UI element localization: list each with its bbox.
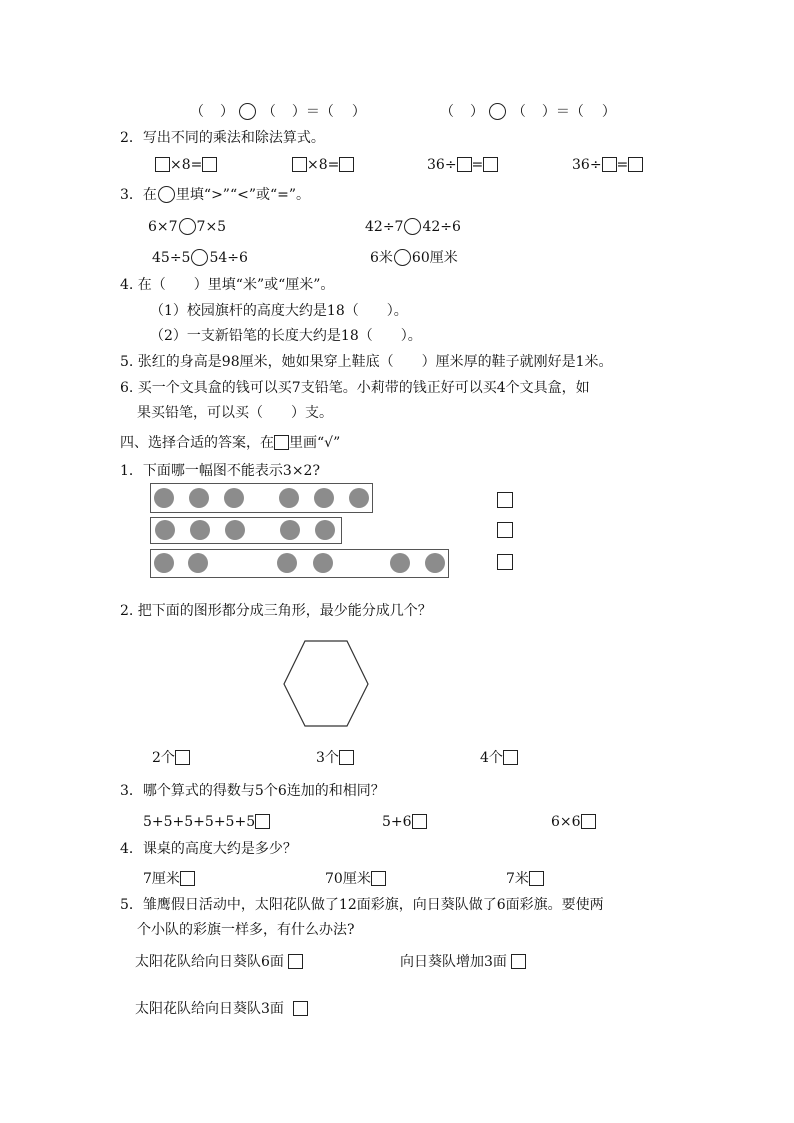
dot	[277, 553, 297, 573]
answer-checkbox[interactable]	[581, 814, 596, 829]
q5-text: 5. 张红的身高是98厘米，她如果穿上鞋底（ ）厘米厚的鞋子就刚好是1米。	[120, 354, 613, 370]
q3-title: 3．在 里填“>”“<”或“=”。	[120, 187, 311, 203]
answer-checkbox[interactable]	[175, 750, 190, 765]
s4-q1-text: 1．下面哪一幅图不能表示3×2?	[120, 463, 320, 479]
s4-q4-option-3: 7米	[506, 870, 544, 888]
answer-checkbox[interactable]	[412, 814, 427, 829]
s4-q5-line-2: 个小队的彩旗一样多，有什么办法?	[137, 922, 355, 938]
dot	[315, 520, 335, 540]
s4-q4-option-2: 70厘米	[325, 870, 386, 888]
answer-box[interactable]	[602, 157, 617, 172]
section-4-title: 四、选择合适的答案，在 里画“√”	[120, 435, 341, 451]
q3-item-2: 42÷7 42÷6	[365, 219, 461, 235]
s4-q2-option-3: 4个	[480, 749, 518, 767]
compare-circle[interactable]	[191, 249, 208, 266]
q4-item-1: （1）校园旗杆的高度大约是18（ ）。	[150, 303, 408, 319]
answer-box[interactable]	[457, 157, 472, 172]
circle-icon	[158, 186, 175, 203]
s4-q5-line-1: 5．雏鹰假日活动中，太阳花队做了12面彩旗，向日葵队做了6面彩旗。要使两	[120, 897, 604, 913]
q6-line-2: 果买铅笔，可以买（ ）支。	[137, 405, 333, 421]
q3-item-3: 45÷5 54÷6	[152, 250, 248, 266]
s4-q4-text: 4．课桌的高度大约是多少？	[120, 841, 297, 857]
top-equation-right: （ ） （ ）＝（ ）	[440, 104, 616, 120]
s4-q3-option-3: 6×6	[551, 813, 596, 831]
dot	[390, 553, 410, 573]
answer-box[interactable]	[339, 157, 354, 172]
answer-box[interactable]	[628, 157, 643, 172]
answer-checkbox[interactable]	[371, 871, 386, 886]
dot	[190, 520, 210, 540]
s4-q5-option-2: 向日葵队增加3面	[400, 953, 526, 971]
answer-checkbox[interactable]	[529, 871, 544, 886]
answer-checkbox[interactable]	[497, 492, 513, 508]
dot	[224, 488, 244, 508]
s4-q5-option-1: 太阳花队给向日葵队6面	[135, 953, 303, 971]
dot	[349, 488, 369, 508]
dot	[314, 488, 334, 508]
checkbox-icon	[274, 435, 289, 450]
compare-circle[interactable]	[239, 103, 256, 120]
dot	[189, 488, 209, 508]
hexagon-shape	[280, 638, 372, 730]
s4-q2-option-1: 2个	[152, 749, 190, 767]
s4-q3-text: 3．哪个算式的得数与5个6连加的和相同？	[120, 783, 385, 799]
answer-box[interactable]	[483, 157, 498, 172]
answer-checkbox[interactable]	[497, 522, 513, 538]
q2-item-3: 36÷ =	[427, 156, 498, 174]
answer-checkbox[interactable]	[497, 554, 513, 570]
q2-item-2: ×8=	[292, 156, 354, 174]
dot	[279, 488, 299, 508]
dot	[313, 553, 333, 573]
s4-q2-option-2: 3个	[316, 749, 354, 767]
dot	[155, 520, 175, 540]
q3-item-4: 6米 60厘米	[370, 250, 458, 266]
q6-line-1: 6. 买一个文具盒的钱可以买7支铅笔。小莉带的钱正好可以买4个文具盒，如	[120, 380, 590, 396]
answer-checkbox[interactable]	[293, 1001, 308, 1016]
dot	[154, 488, 174, 508]
answer-box[interactable]	[155, 157, 170, 172]
compare-circle[interactable]	[489, 103, 506, 120]
q2-item-4: 36÷ =	[572, 156, 643, 174]
dot-row-1	[150, 483, 373, 513]
q4-title: 4. 在（ ）里填“米”或“厘米”。	[120, 277, 335, 293]
dot-row-2	[150, 517, 342, 544]
s4-q5-option-3: 太阳花队给向日葵队3面	[135, 1000, 308, 1018]
answer-box[interactable]	[202, 157, 217, 172]
s4-q3-option-2: 5+6	[382, 813, 427, 831]
dot	[225, 520, 245, 540]
answer-checkbox[interactable]	[339, 750, 354, 765]
top-equation-left: （ ） （ ）＝（ ）	[190, 104, 366, 120]
q2-title: 2．写出不同的乘法和除法算式。	[120, 130, 325, 146]
answer-checkbox[interactable]	[180, 871, 195, 886]
s4-q3-option-1: 5+5+5+5+5+5	[143, 813, 270, 831]
s4-q2-text: 2. 把下面的图形都分成三角形，最少能分成几个？	[120, 603, 432, 619]
answer-box[interactable]	[292, 157, 307, 172]
answer-checkbox[interactable]	[511, 954, 526, 969]
answer-checkbox[interactable]	[503, 750, 518, 765]
s4-q4-option-1: 7厘米	[143, 870, 195, 888]
dot	[154, 553, 174, 573]
q4-item-2: （2）一支新铅笔的长度大约是18（ ）。	[150, 328, 422, 344]
answer-checkbox[interactable]	[288, 954, 303, 969]
q2-item-1: ×8=	[155, 156, 217, 174]
answer-checkbox[interactable]	[255, 814, 270, 829]
compare-circle[interactable]	[179, 218, 196, 235]
compare-circle[interactable]	[394, 249, 411, 266]
q3-item-1: 6×7 7×5	[148, 219, 227, 235]
compare-circle[interactable]	[404, 218, 421, 235]
dot	[280, 520, 300, 540]
dot	[425, 553, 445, 573]
dot	[188, 553, 208, 573]
